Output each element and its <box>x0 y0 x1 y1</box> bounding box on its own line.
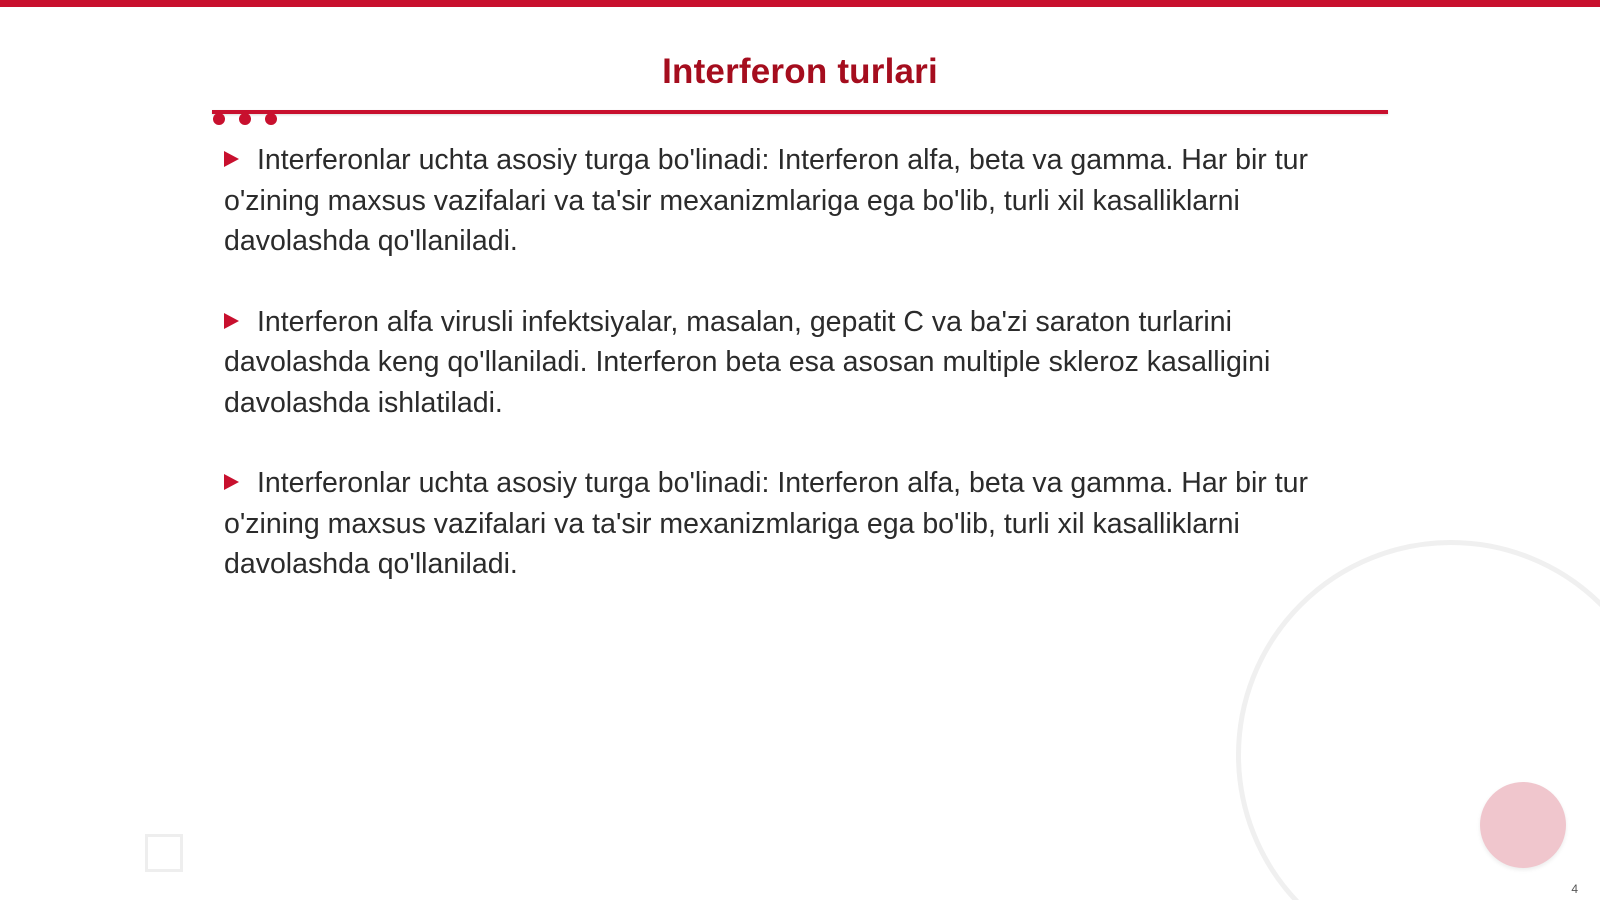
bullet-list <box>224 140 1369 625</box>
bullet-paragraph <box>224 302 1369 424</box>
triangle-bullet-icon <box>224 313 239 329</box>
top-accent-bar <box>0 0 1600 7</box>
divider-dot <box>265 113 277 125</box>
triangle-bullet-icon <box>224 474 239 490</box>
divider-dot <box>239 113 251 125</box>
slide-title: Interferon turlari <box>662 52 938 91</box>
title-divider <box>212 110 1388 114</box>
decorative-circle <box>1480 782 1566 868</box>
bullet-paragraph <box>224 463 1369 585</box>
bullet-paragraph <box>224 140 1369 262</box>
divider-dot <box>213 113 225 125</box>
bullet-text: Interferonlar uchta asosiy turga bo'linadi: Interferon alfa, beta va gamma. Har bir tur o'zining maxsus vazifalari va ta'sir mexanizmlariga ega bo'lib, turli xil kasalliklarni davolashda qo'llaniladi. <box>224 144 1308 257</box>
page-number: 4 <box>1571 882 1578 896</box>
triangle-bullet-icon <box>224 151 239 167</box>
bullet-text: Interferon alfa virusli infektsiyalar, masalan, gepatit C va ba'zi saraton turlarini davolashda keng qo'llaniladi. Interferon beta esa asosan multiple skleroz kasalligini davolashda ishlatiladi. <box>224 305 1271 419</box>
bullet-text: Interferonlar uchta asosiy turga bo'linadi: Interferon alfa, beta va gamma. Har bir tur o'zining maxsus vazifalari va ta'sir mexanizmlariga ega bo'lib, turli xil kasalliklarni davolashda qo'llaniladi. <box>224 467 1308 580</box>
decorative-square <box>145 834 183 872</box>
